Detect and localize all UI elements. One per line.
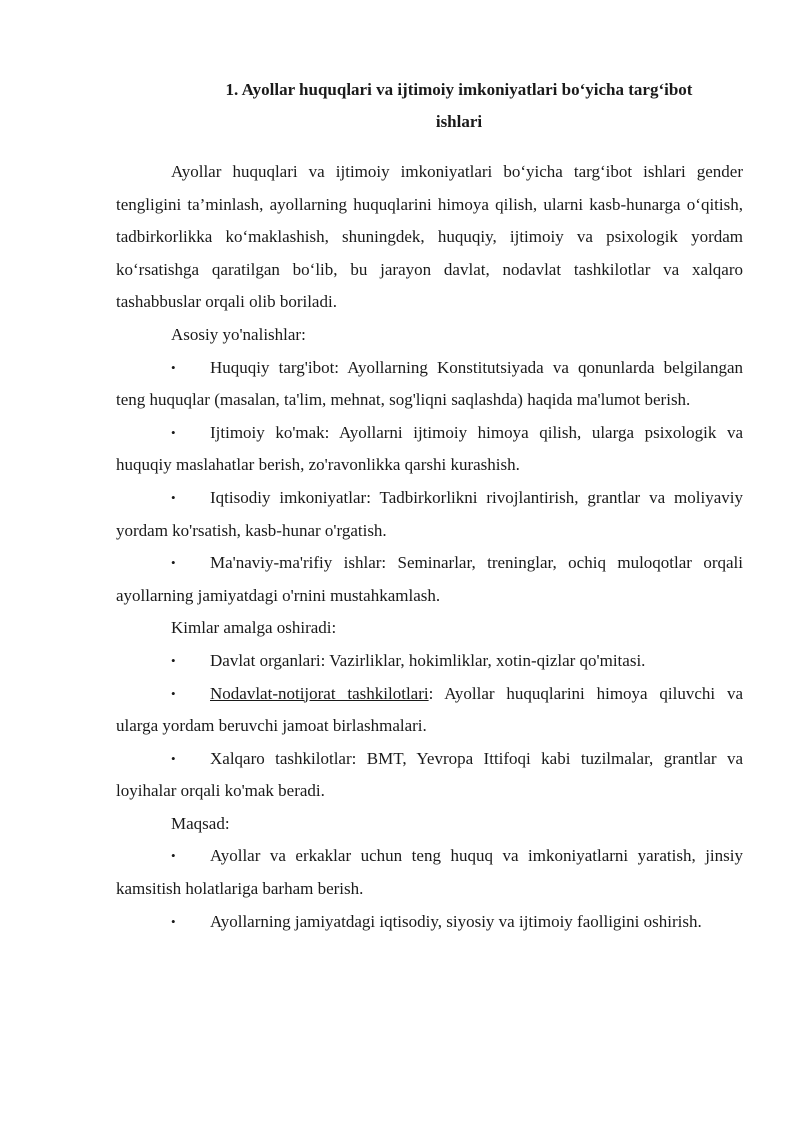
list-item-term: Xalqaro tashkilotlar: bbox=[210, 748, 357, 768]
bullet-icon: • bbox=[171, 555, 176, 571]
list-item-term: Huquqiy targ'ibot: bbox=[210, 357, 340, 377]
section-heading bbox=[170, 74, 748, 138]
goal-title: Maqsad: bbox=[171, 813, 230, 833]
bullet-icon: • bbox=[171, 913, 176, 929]
directions-title: Asosiy yo'nalishlar: bbox=[171, 324, 306, 344]
list-item-text: Ayollarni ijtimoiy himoya qilish, ularga psixologik va huquqiy maslahatlar berish, zo'ravonlikka qarshi kurashish. bbox=[116, 422, 743, 475]
heading-line-1: 1. Ayollar huquqlari va ijtimoiy imkoniyatlari bo‘yicha targ‘ibot bbox=[225, 80, 693, 99]
list-item-text: Vazirliklar, hokimliklar, xotin-qizlar qo'mitasi. bbox=[325, 650, 646, 670]
list-item-term: Ijtimoiy ko'mak: bbox=[210, 422, 330, 442]
list-item bbox=[116, 417, 743, 482]
list-item bbox=[116, 547, 743, 612]
list-item-term: Iqtisodiy imkoniyatlar: bbox=[210, 487, 371, 507]
bullet-icon: • bbox=[171, 652, 176, 668]
list-item-text: Ayollarning jamiyatdagi iqtisodiy, siyosiy va ijtimoiy faolligini oshirish. bbox=[210, 911, 702, 931]
list-item bbox=[116, 906, 743, 939]
intro-paragraph: Ayollar huquqlari va ijtimoiy imkoniyatlari bo‘yicha targ‘ibot ishlari gender tengligini ta’minlash, ayollarning huquqlarini himoya qilish, ularni kasb-hunarga o‘qitish, tadbirkorlikka ko‘maklashish, shuningdek, huquqiy, ijtimoiy va psixologik yordam ko‘rsatishga qaratilgan bo‘lib, bu jarayon davlat, nodavlat tashkilotlar va xalqaro tashabbuslar orqali olib boriladi. bbox=[116, 162, 743, 312]
actors-title: Kimlar amalga oshiradi: bbox=[171, 618, 337, 638]
list-item bbox=[116, 645, 743, 678]
document-body bbox=[116, 156, 743, 938]
bullet-icon: • bbox=[171, 359, 176, 375]
list-item bbox=[116, 743, 743, 808]
list-item-text: Tadbirkorlikni rivojlantirish, grantlar va moliyaviy yordam ko'rsatish, kasb-hunar o'rgatish. bbox=[116, 487, 743, 540]
heading-line-2: ishlari bbox=[435, 112, 483, 131]
list-item-text: BMT, Yevropa Ittifoqi kabi tuzilmalar, grantlar va loyihalar orqali ko'mak beradi. bbox=[116, 748, 743, 801]
list-item-text: Ayollar va erkaklar uchun teng huquq va imkoniyatlarni yaratish, jinsiy kamsitish holatlariga barham berish. bbox=[116, 846, 743, 899]
list-item bbox=[116, 482, 743, 547]
bullet-icon: • bbox=[171, 685, 176, 701]
bullet-icon: • bbox=[171, 424, 176, 440]
list-item-term: Davlat organlari: bbox=[210, 650, 326, 670]
list-item bbox=[116, 678, 743, 743]
bullet-icon: • bbox=[171, 489, 176, 505]
bullet-icon: • bbox=[171, 750, 176, 766]
list-item-term: Ma'naviy-ma'rifiy ishlar: bbox=[210, 553, 387, 573]
list-item-text: Ayollarning Konstitutsiyada va qonunlarda belgilangan teng huquqlar (masalan, ta'lim, mehnat, sog'liqni saqlashda) haqida ma'lumot berish. bbox=[116, 357, 743, 410]
list-item-text: : Ayollar huquqlarini himoya qiluvchi va ularga yordam beruvchi jamoat birlashmalari. bbox=[116, 683, 743, 736]
bullet-icon: • bbox=[171, 848, 176, 864]
list-item bbox=[116, 352, 743, 417]
ngo-link[interactable]: Nodavlat-notijorat tashkilotlari bbox=[210, 683, 429, 703]
list-item bbox=[116, 840, 743, 905]
list-item-text: Seminarlar, treninglar, ochiq muloqotlar orqali ayollarning jamiyatdagi o'rnini mustahkamlash. bbox=[116, 553, 743, 605]
